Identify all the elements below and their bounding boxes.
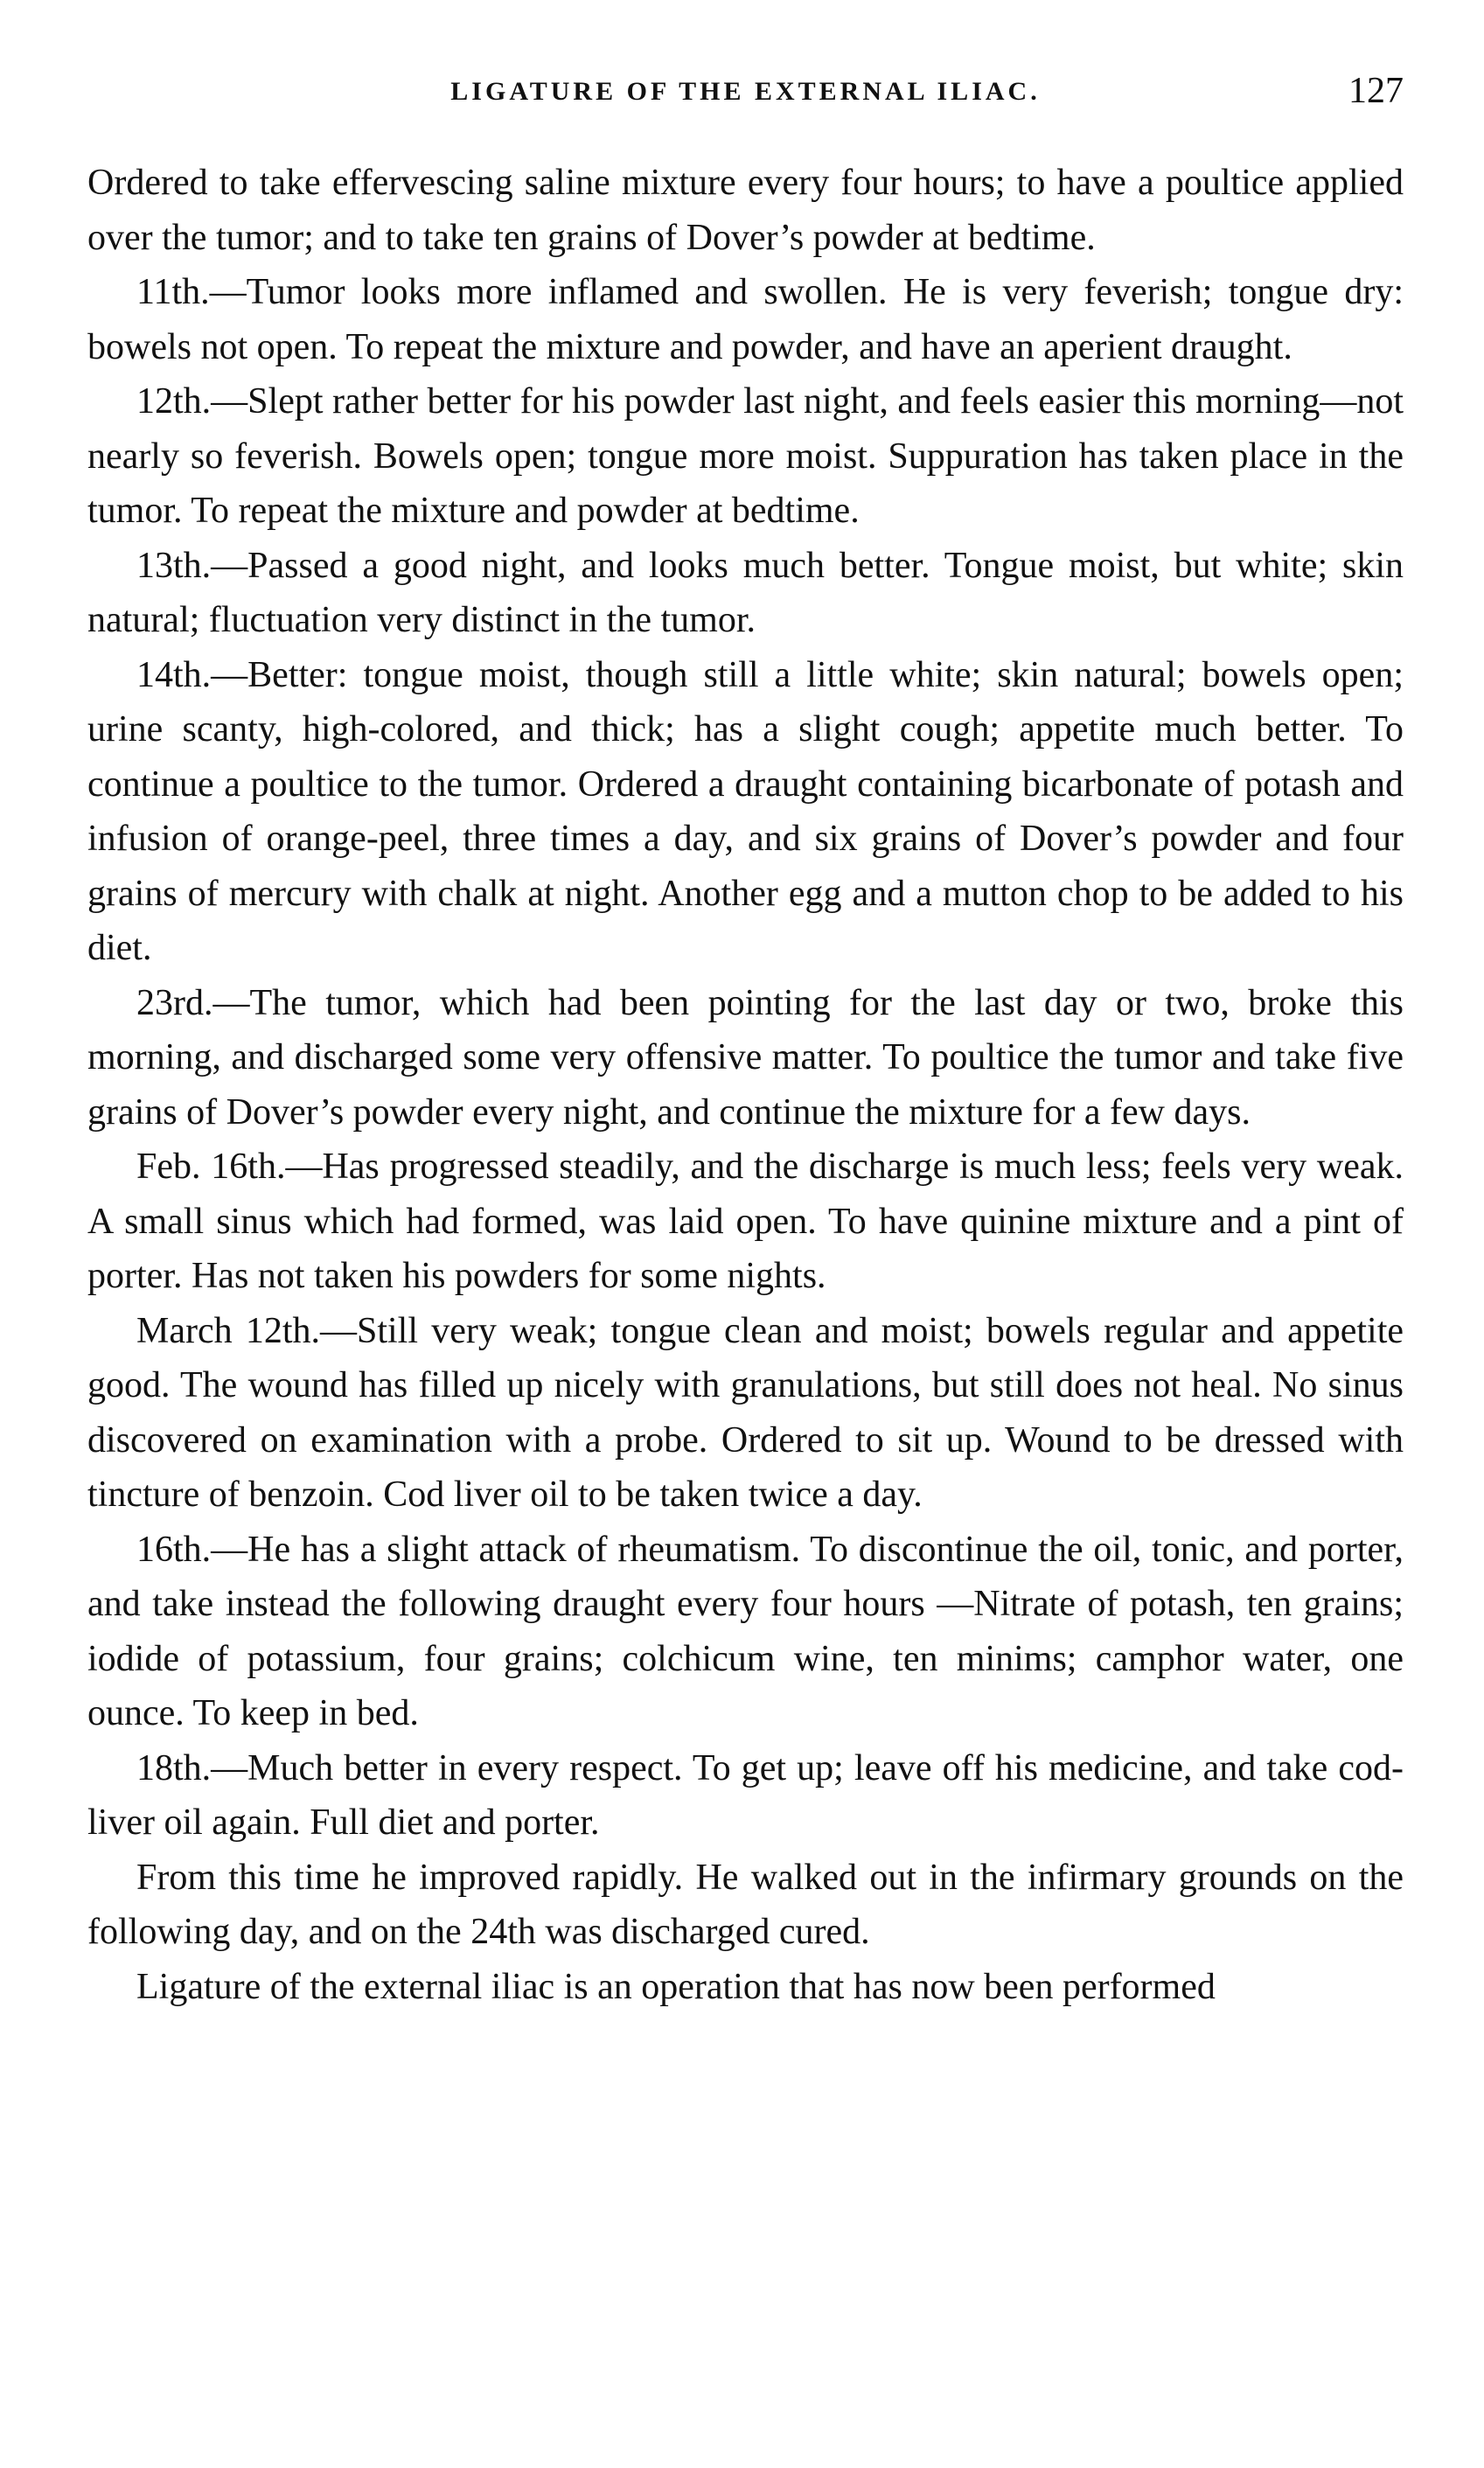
paragraph-13th: 13th.—Passed a good night, and looks much better. Tongue moist, but white; skin natural; fluctuation very distinct in the tumor.: [87, 545, 1404, 640]
paragraph-12th: 12th.—Slept rather better for his powder last night, and feels easier this morning—not nearly so feverish. Bowels open; tongue more moist. Suppuration has taken place in the tumor. To repeat the mixture and powder at bedtime.: [87, 381, 1404, 531]
paragraph-continuation: Ordered to take effervescing saline mixture every four hours; to have a poultice applied over the tumor; and to take ten grains of Dover’s powder at bedtime.: [87, 163, 1404, 258]
paragraph-recovery: From this time he improved rapidly. He walked out in the infirmary grounds on the following day, and on the 24th was discharged cured.: [87, 1857, 1404, 1952]
body-text: [87, 156, 1404, 2014]
page-number: 127: [1348, 71, 1404, 111]
paragraph-14th: 14th.—Better: tongue moist, though still a little white; skin natural; bowels open; urine scanty, high-colored, and thick; has a slight cough; appetite much better. To continue a poultice to the tumor. Ordered a draught containing bicarbonate of potash and infusion of orange-peel, three times a day, and six grains of Dover’s powder and four grains of mercury with chalk at night. Another egg and a mutton chop to be added to his diet.: [87, 654, 1404, 968]
running-head: [87, 70, 1404, 131]
paragraph-ligature: Ligature of the external iliac is an operation that has now been performed: [136, 1966, 1216, 2007]
paragraph-feb-16th: Feb. 16th.—Has progressed steadily, and the discharge is much less; feels very weak. A small sinus which had formed, was laid open. To have quinine mixture and a pint of porter. Has not taken his powders for some nights.: [87, 1147, 1404, 1296]
paragraph-16th: 16th.—He has a slight attack of rheumatism. To discontinue the oil, tonic, and porter, and take instead the following draught every four hours —Nitrate of potash, ten grains; iodide of potassium, four grains; colchicum wine, ten minims; camphor water, one ounce. To keep in bed.: [87, 1529, 1404, 1733]
book-page: [87, 70, 1404, 2014]
running-title: LIGATURE OF THE EXTERNAL ILIAC.: [450, 77, 1041, 106]
paragraph-march-12th: March 12th.—Still very weak; tongue clean and moist; bowels regular and appetite good. The wound has filled up nicely with granulations, but still does not heal. No sinus discovered on examination with a probe. Ordered to sit up. Wound to be dressed with tincture of benzoin. Cod liver oil to be taken twice a day.: [87, 1310, 1404, 1515]
paragraph-11th: 11th.—Tumor looks more inflamed and swollen. He is very feverish; tongue dry: bowels not open. To repeat the mixture and powder, and have an aperient draught.: [87, 272, 1404, 367]
paragraph-23rd: 23rd.—The tumor, which had been pointing for the last day or two, broke this morning, and discharged some very offensive matter. To poultice the tumor and take five grains of Dover’s powder every night, and continue the mixture for a few days.: [87, 982, 1404, 1133]
paragraph-18th: 18th.—Much better in every respect. To get up; leave off his medicine, and take cod-liver oil again. Full diet and porter.: [87, 1747, 1404, 1843]
